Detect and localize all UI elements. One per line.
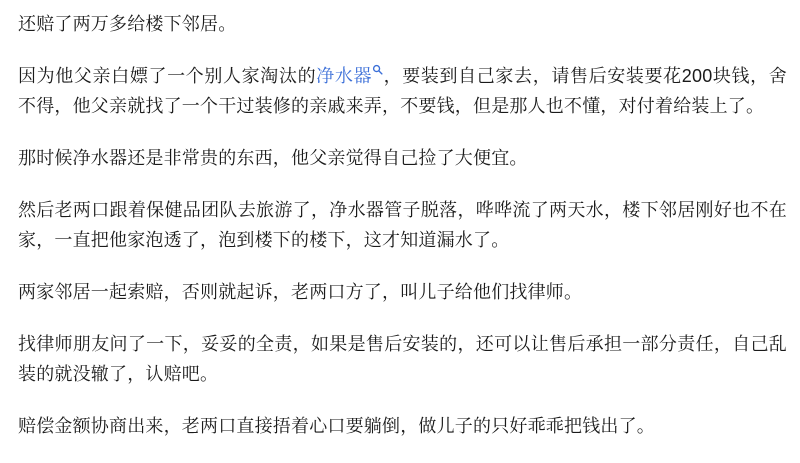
paragraph: 赔偿金额协商出来，老两口直接捂着心口要躺倒，做儿子的只好乖乖把钱出了。	[18, 416, 655, 436]
paragraph-text: ，要装到自己家去，请售后安装要花200块钱，舍不得，他父亲就找了一个干过装修的亲戚来弄，不要钱，但是那人也不懂，对付着给装上了。	[18, 66, 787, 116]
paragraph-text: 因为他父亲白嫖了一个别人家淘汰的	[18, 66, 317, 86]
keyword-link-label: 净水器	[316, 66, 373, 86]
keyword-link[interactable]	[316, 66, 383, 86]
paragraph	[18, 61, 787, 121]
paragraph: 那时候净水器还是非常贵的东西，他父亲觉得自己捡了大便宜。	[18, 148, 528, 168]
paragraph: 找律师朋友问了一下，妥妥的全责，如果是售后安装的，还可以让售后承担一部分责任，自己乱装的就没辙了，认赔吧。	[18, 334, 787, 384]
paragraph: 还赔了两万多给楼下邻居。	[18, 14, 237, 34]
paragraph: 然后老两口跟着保健品团队去旅游了，净水器管子脱落，哗哗流了两天水，楼下邻居刚好也不在家，一直把他家泡透了，泡到楼下的楼下，这才知道漏水了。	[18, 200, 787, 250]
search-icon	[372, 64, 383, 75]
paragraph: 两家邻居一起索赔，否则就起诉，老两口方了，叫儿子给他们找律师。	[18, 282, 583, 302]
